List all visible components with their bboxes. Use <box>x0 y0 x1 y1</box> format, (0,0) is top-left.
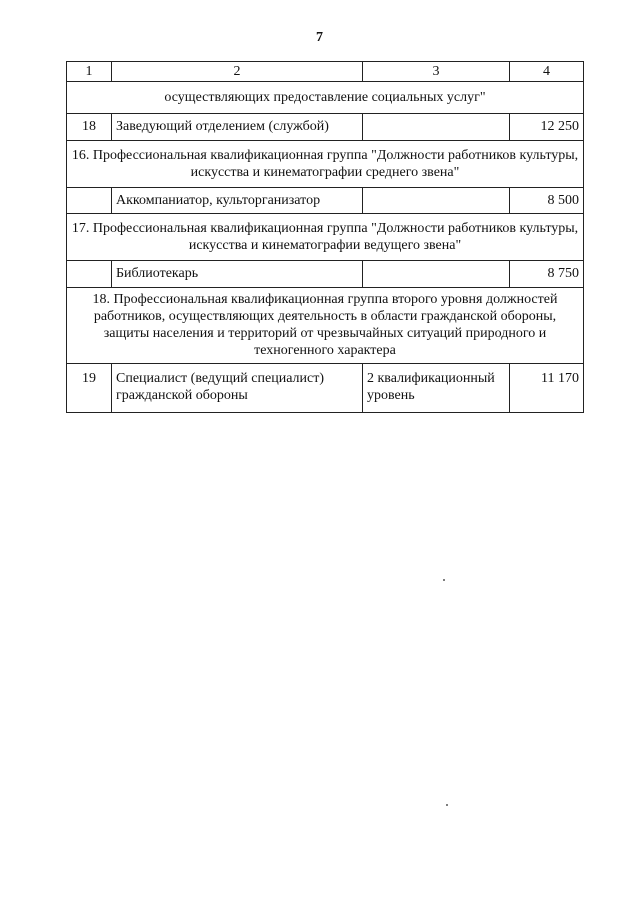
row-number <box>67 188 112 214</box>
header-cell: 2 <box>112 62 363 82</box>
scan-speck <box>443 579 445 581</box>
group-heading: 16. Профессиональная квалификационная группа "Должности работников культуры, искусства и кинематографии среднего звена" <box>67 141 584 188</box>
qualification-level: 2 квалификационный уровень <box>363 364 510 413</box>
header-cell: 4 <box>510 62 584 82</box>
table-row <box>67 114 584 141</box>
row-number <box>67 261 112 288</box>
row-number: 18 <box>67 114 112 141</box>
header-cell: 3 <box>363 62 510 82</box>
continuation-text: осуществляющих предоставление социальных услуг" <box>67 82 584 114</box>
table-row <box>67 261 584 288</box>
group-heading: 18. Профессиональная квалификационная группа второго уровня должностей работников, осуществляющих деятельность в области гражданской обороны, защиты населения и территорий от чрезвычайных ситуаций природного и техногенного характера <box>67 288 584 364</box>
table-row <box>67 188 584 214</box>
salary-value: 8 750 <box>510 261 584 288</box>
page-number: 7 <box>316 30 323 45</box>
header-cell: 1 <box>67 62 112 82</box>
group-heading-row <box>67 288 584 364</box>
group-heading-row <box>67 214 584 261</box>
position-name: Заведующий отделением (службой) <box>112 114 363 141</box>
table-row <box>67 364 584 413</box>
qualification-level <box>363 114 510 141</box>
salary-value: 12 250 <box>510 114 584 141</box>
salary-value: 8 500 <box>510 188 584 214</box>
salary-value: 11 170 <box>510 364 584 413</box>
scan-speck <box>446 804 448 806</box>
position-name: Аккомпаниатор, культорганизатор <box>112 188 363 214</box>
group-heading-row <box>67 141 584 188</box>
qualification-level <box>363 261 510 288</box>
row-number: 19 <box>67 364 112 413</box>
qualification-level <box>363 188 510 214</box>
position-name: Библиотекарь <box>112 261 363 288</box>
table-header-row <box>67 62 584 82</box>
group-heading: 17. Профессиональная квалификационная группа "Должности работников культуры, искусства и кинематографии ведущего звена" <box>67 214 584 261</box>
position-name: Специалист (ведущий специалист) гражданской обороны <box>112 364 363 413</box>
table-row <box>67 82 584 114</box>
salary-table <box>66 61 584 413</box>
